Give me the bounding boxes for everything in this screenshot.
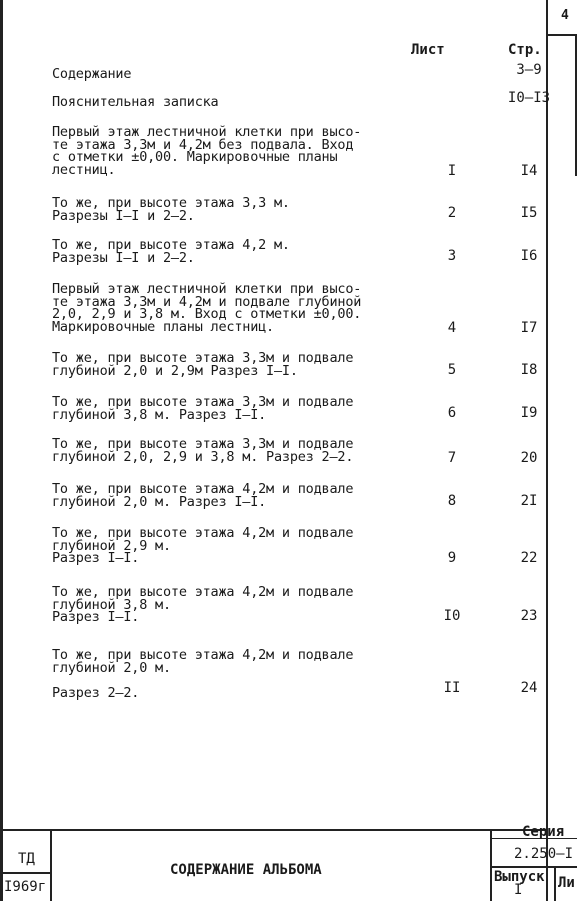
title-block-series-label: Серия [522,824,565,840]
title-block-title: СОДЕРЖАНИЕ АЛЬБОМА [170,862,322,878]
toc-row-sheet: II [443,680,461,696]
toc-row-text: Содержание [52,66,132,82]
toc-row-sheet: 9 [447,550,457,566]
toc-row-page: 24 [520,680,538,696]
toc-row-text: То же, при высоте этажа 4,2м и подвале глубиной 2,0 м. Разрез 2–2. [52,647,354,701]
toc-row-page: I7 [520,320,538,336]
sheet-number-tab [546,0,577,36]
header-sheet: Лист [411,42,445,58]
toc-row-text: То же, при высоте этажа 4,2м и подвале глубиной 3,8 м. Разрез I–I. [52,584,354,625]
toc-row-sheet: 4 [447,320,457,336]
toc-row-sheet: I [447,163,457,179]
toc-row-sheet: 3 [447,248,457,264]
toc-row-page: I5 [520,205,538,221]
title-block-year: I969г [4,879,47,895]
title-block-divider [490,866,577,868]
toc-row-page: I0–I3 [507,90,551,106]
header-page: Стр. [508,42,542,58]
title-block-sheet-label: Ли [558,875,575,891]
toc-row-page: 23 [520,608,538,624]
toc-row-text: То же, при высоте этажа 3,3 м. Разрезы I–I и 2–2. [52,195,290,224]
toc-row-text: То же, при высоте этажа 4,2 м. Разрезы I–I и 2–2. [52,237,290,266]
toc-row-sheet: 8 [447,493,457,509]
title-block-divider [554,866,556,901]
title-block-series-value: 2.250–I [514,846,574,862]
frame-left-border [0,0,3,901]
toc-row-text: Первый этаж лестничной клетки при высо- те этажа 3,3м и 4,2м и подвале глубиной 2,0, 2,9 и 3,8 м. Вход с отметки ±0,00. Маркировочные планы лестниц. [52,281,362,335]
toc-row-sheet: 6 [447,405,457,421]
toc-row-text: То же, при высоте этажа 4,2м и подвале глубиной 2,0 м. Разрез I–I. [52,481,354,510]
toc-row-page: 20 [520,450,538,466]
toc-row-text: То же, при высоте этажа 3,3м и подвале глубиной 2,0 и 2,9м Разрез I–I. [52,350,354,379]
title-block-issue-label: Выпуск [494,869,545,885]
toc-row-page: 22 [520,550,538,566]
title-block-divider [490,829,492,901]
toc-row-text: Первый этаж лестничной клетки при высо- те этажа 3,3м и 4,2м без подвала. Вход с отметки ±0,00. Маркировочные планы лестниц. [52,124,362,178]
toc-row-sheet: I0 [443,608,461,624]
toc-row-sheet: 5 [447,362,457,378]
title-block-divider [0,872,52,874]
title-block-issue-value: I [514,882,523,898]
toc-row-page: 2I [520,493,538,509]
title-block-org: ТД [18,851,35,867]
title-block-top-line [0,829,548,831]
toc-row-page: I6 [520,248,538,264]
toc-row-sheet: 7 [447,450,457,466]
toc-row-page: I8 [520,362,538,378]
toc-row-text: То же, при высоте этажа 3,3м и подвале глубиной 3,8 м. Разрез I–I. [52,394,354,423]
sheet-number: 4 [561,8,569,23]
toc-row-sheet: 2 [447,205,457,221]
toc-row-page: I9 [520,405,538,421]
toc-row-text: То же, при высоте этажа 4,2м и подвале глубиной 2,9 м. Разрез I–I. [52,525,354,566]
title-block-divider [50,829,52,901]
toc-row-page: I4 [520,163,538,179]
toc-row-text: Пояснительная записка [52,94,219,110]
toc-row-text: То же, при высоте этажа 3,3м и подвале глубиной 2,0, 2,9 и 3,8 м. Разрез 2–2. [52,436,354,465]
toc-row-page: 3–9 [516,62,542,78]
